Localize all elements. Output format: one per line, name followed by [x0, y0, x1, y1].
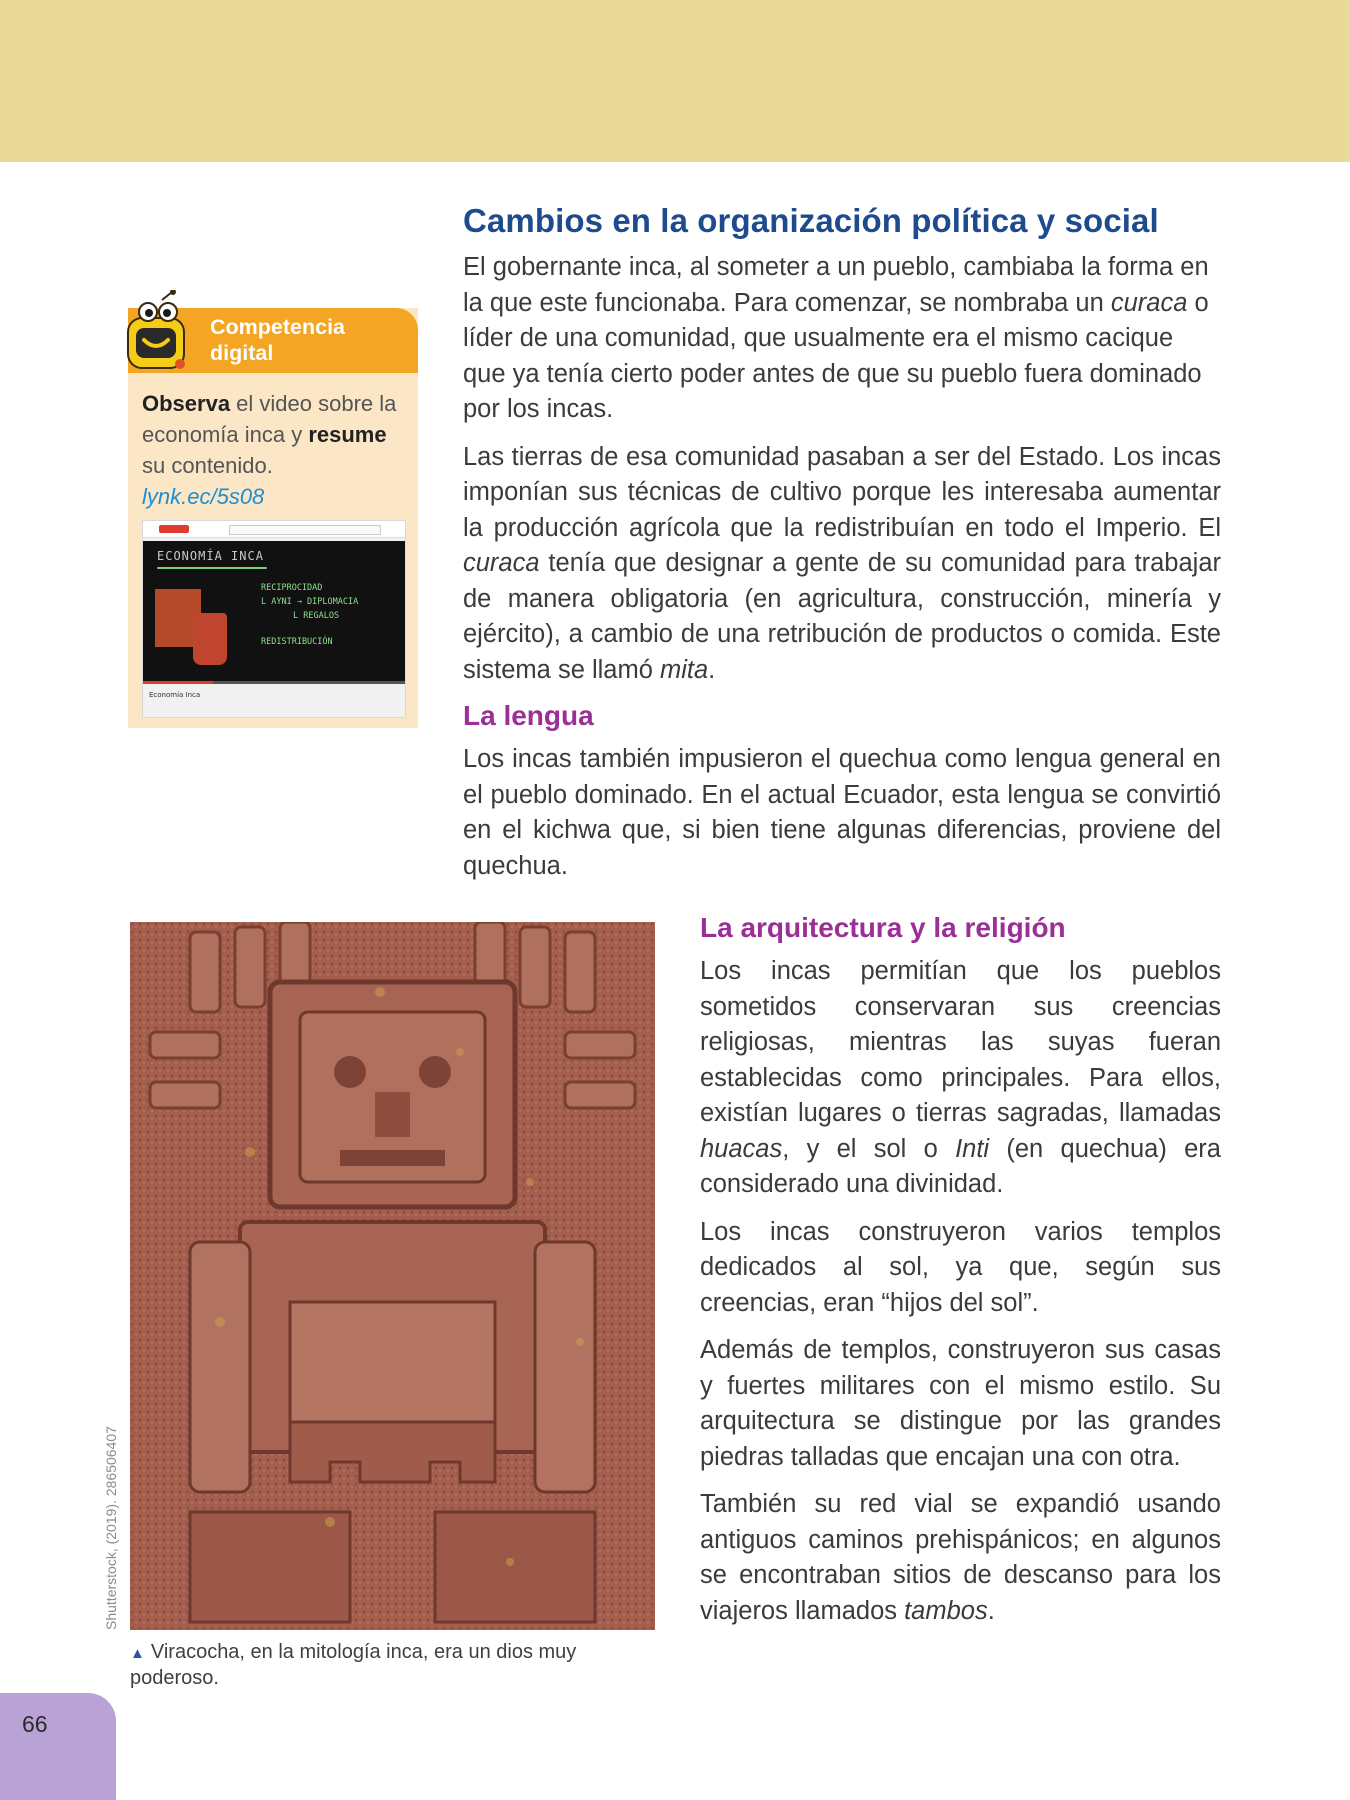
main-column: [463, 202, 1221, 896]
competencia-text: [142, 388, 412, 512]
board-text-3: L REGALOS: [293, 611, 340, 621]
instruction-text-1: el video sobre la economía inca y: [142, 391, 397, 447]
video-chalkboard: [143, 541, 405, 683]
p4-text-b: .: [987, 1596, 995, 1625]
viracocha-photo: [130, 922, 655, 1630]
right-column: [700, 912, 1221, 1641]
section-title-cambios: Cambios en la organización política y social: [463, 202, 1159, 239]
p4-text-a: También su red vial se expandió usando antiguos caminos prehispánicos; en algunos se encontraban sitios de descanso para los viajeros llamados: [700, 1490, 1221, 1625]
photo-credit: Shutterstock, (2019). 286506407: [103, 1426, 119, 1630]
paragraph-red-vial: [700, 1487, 1221, 1629]
instruction-text-2: su contenido.: [142, 453, 273, 478]
vessel-image: [193, 613, 227, 665]
paragraph-mita: [463, 440, 1221, 689]
term-huacas: huacas: [700, 1134, 783, 1163]
paragraph-curaca: [463, 250, 1221, 428]
p2-text-a: Las tierras de esa comunidad pasaban a ser del Estado. Los incas imponían sus técnicas de cultivo porque les interesaba aumentar la producción agrícola que la redistribuían en todo el Imperio. El: [463, 442, 1221, 542]
video-progress-bar[interactable]: [143, 681, 405, 684]
p2-text-b: tenía que designar a gente de su comunidad para trabajar de manera obligatoria (en agricultura, construcción, minería y ejército), a cambio de una retribución de productos o comida. Este sistema se llamó: [463, 549, 1221, 684]
video-progress-fill: [143, 681, 213, 684]
term-inti: Inti: [955, 1134, 990, 1163]
youtube-logo-icon: [159, 525, 189, 533]
competencia-digital-box: [128, 308, 418, 728]
paragraph-templos: Los incas construyeron varios templos dedicados al sol, ya que, según sus creencias, eran “hijos del sol”.: [700, 1217, 1221, 1317]
p3-text-a: Los incas permitían que los pueblos sometidos conservaran sus creencias religiosas, mientras las suyas fueran establecidas como principales. Para ellos, existían lugares o tierras sagradas, llamadas: [700, 957, 1221, 1127]
paragraph-religion: [700, 954, 1221, 1203]
top-header-band: [0, 0, 1350, 162]
photo-caption: [130, 1640, 600, 1691]
board-text-4: REDISTRIBUCIÓN: [261, 637, 333, 647]
board-underline: [157, 567, 267, 569]
mascot-icon: [118, 290, 208, 380]
p1-text-b: o líder de una comunidad, que usualmente era el mismo cacique que ya tenía cierto poder antes de que su pueblo fuera dominado por los incas.: [463, 288, 1209, 423]
term-curaca: curaca: [1110, 288, 1188, 317]
page-number: 66: [22, 1711, 48, 1737]
video-topbar: [143, 521, 405, 538]
board-text-1: RECIPROCIDAD: [261, 583, 323, 593]
term-mita: mita: [659, 655, 709, 684]
p3-text-b: , y el sol o: [782, 1134, 956, 1163]
video-thumbnail[interactable]: [142, 520, 406, 718]
paragraph-lengua: Los incas también impusieron el quechua como lengua general en el pueblo dominado. En el actual Ecuador, esta lengua se convirtió en el kichwa que, si bien tiene algunas diferencias, proviene del quechua.: [463, 745, 1221, 880]
p2-text-c: .: [708, 655, 716, 684]
triangle-up-icon: ▲: [130, 1645, 145, 1662]
paragraph-arquitectura: Además de templos, construyeron sus casas y fuertes militares con el mismo estilo. Su arquitectura se distingue por las grandes piedras talladas que encajan una con otra.: [700, 1336, 1221, 1471]
section-title-lengua: La lengua: [463, 700, 594, 731]
term-curaca-2: curaca: [463, 549, 540, 577]
p1-text-a: El gobernante inca, al someter a un pueblo, cambiaba la forma en la que este funcionaba. Para comenzar, se nombraba un: [463, 253, 1209, 317]
board-title: ECONOMÍA INCA: [157, 549, 264, 563]
instruction-verb-resume: resume: [308, 422, 387, 447]
video-link[interactable]: lynk.ec/5s08: [142, 484, 265, 509]
term-tambos: tambos: [904, 1596, 988, 1625]
viracocha-relief-image: [130, 922, 655, 1630]
video-search-bar: [229, 525, 381, 535]
caption-text: Viracocha, en la mitología inca, era un dios muy poderoso.: [130, 1641, 577, 1689]
section-title-arquitectura: La arquitectura y la religión: [700, 912, 1066, 943]
competencia-title: Competencia digital: [210, 315, 346, 365]
board-text-2: L AYNI → DIPLOMACIA: [261, 597, 359, 607]
video-caption: Economía Inca: [149, 691, 201, 699]
instruction-verb-observa: Observa: [142, 391, 231, 416]
p3-text-c: (en quechua) era considerado una divinidad.: [700, 1134, 1221, 1198]
page-number-tab: [0, 1693, 116, 1800]
